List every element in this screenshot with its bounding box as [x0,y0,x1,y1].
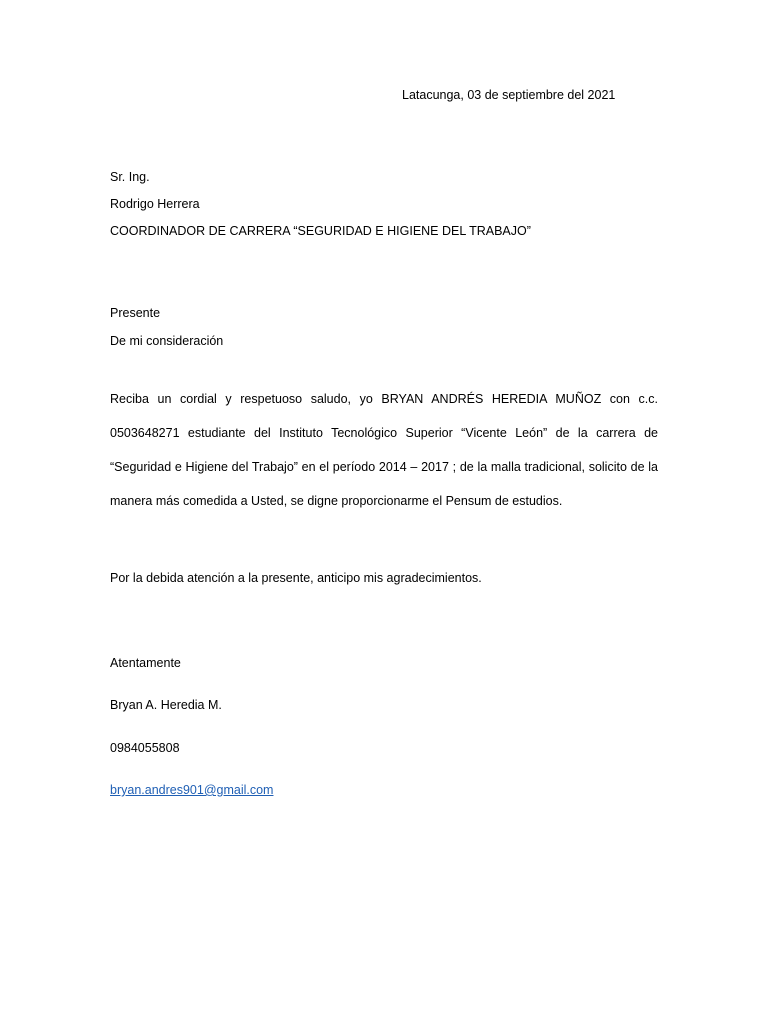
recipient-title: Sr. Ing. [110,170,150,184]
letter-body-paragraph: Reciba un cordial y respetuoso saludo, yo BRYAN ANDRÉS HEREDIA MUÑOZ con c.c. 0503648271 estudiante del Instituto Tecnológico Superior “Vicente León” de la carrera de “Seguridad e Higiene del Trabajo” en el período 2014 – 2017 ; de la malla tradicional, solicito de la manera más comedida a Usted, se digne proporcionarme el Pensum de estudios. [110,392,658,508]
greeting-consideracion: De mi consideración [110,334,224,348]
closing-sentence: Por la debida atención a la presente, anticipo mis agradecimientos. [110,571,482,585]
signoff-closing: Atentamente [110,656,181,670]
greeting-presente: Presente [110,306,161,320]
sender-email-link[interactable]: bryan.andres901@gmail.com [110,783,274,797]
sender-phone: 0984055808 [110,741,180,755]
sender-name: Bryan A. Heredia M. [110,698,222,712]
recipient-position: COORDINADOR DE CARRERA “SEGURIDAD E HIGIENE DEL TRABAJO” [110,224,531,238]
recipient-name: Rodrigo Herrera [110,197,200,211]
letter-date: Latacunga, 03 de septiembre del 2021 [402,88,616,102]
